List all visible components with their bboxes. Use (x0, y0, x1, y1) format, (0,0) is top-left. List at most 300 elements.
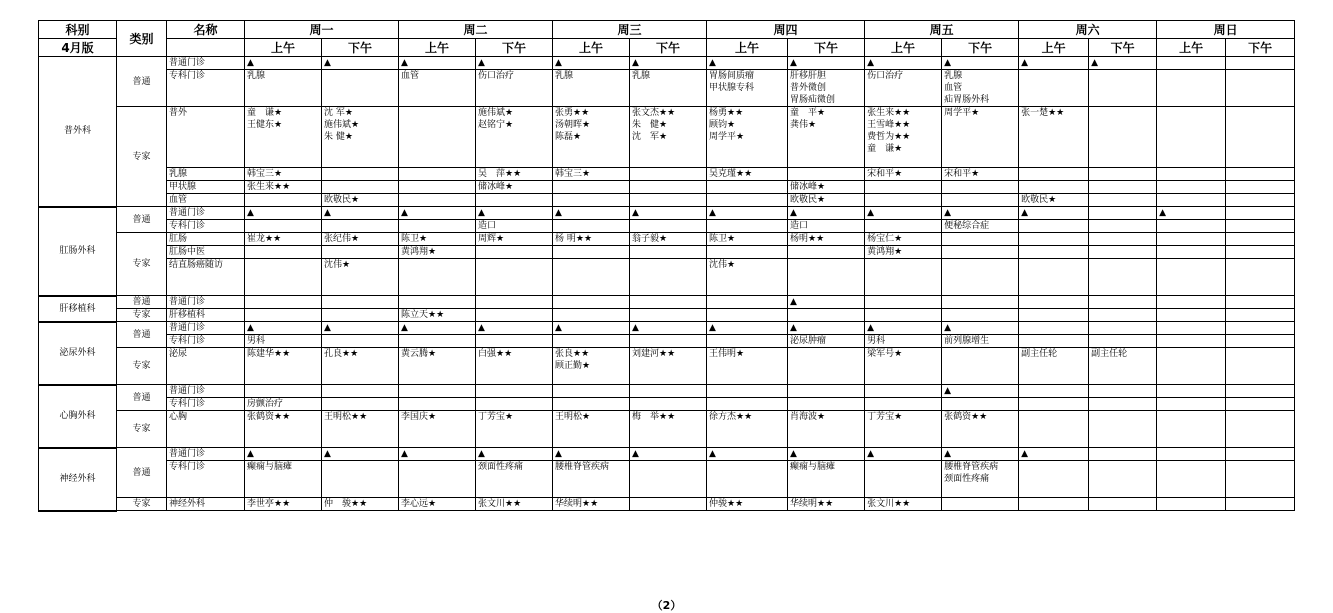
schedule-slot-cell (1226, 259, 1295, 296)
category-cell: 普通 (117, 448, 167, 498)
schedule-slot-cell (476, 194, 553, 207)
schedule-slot-cell: 颈面性疼痛 (476, 461, 553, 498)
schedule-slot-cell: 男科 (245, 335, 322, 348)
schedule-slot-cell: 孔良★★ (322, 348, 399, 385)
clinic-name-cell: 心胸 (167, 411, 245, 448)
schedule-slot-cell: ▲ (553, 448, 630, 461)
schedule-slot-cell: ▲ (865, 448, 942, 461)
schedule-slot-cell: 男科 (865, 335, 942, 348)
schedule-slot-cell: 陈立天★★ (399, 309, 476, 322)
schedule-slot-cell (1019, 309, 1089, 322)
schedule-slot-cell: 储冰峰★ (476, 181, 553, 194)
am-header: 上午 (399, 39, 476, 57)
schedule-slot-cell (630, 246, 707, 259)
schedule-slot-cell: ▲ (942, 322, 1019, 335)
schedule-row (39, 498, 1295, 511)
schedule-slot-cell (1089, 194, 1157, 207)
pm-header: 下午 (476, 39, 553, 57)
day-header: 周四 (707, 21, 865, 39)
edition-label: 4月版 (39, 39, 117, 57)
day-header: 周五 (865, 21, 1019, 39)
schedule-row (39, 207, 1295, 220)
clinic-name-cell: 专科门诊 (167, 335, 245, 348)
clinic-name-cell: 普通门诊 (167, 448, 245, 461)
schedule-slot-cell: 腰椎脊管疾病 (553, 461, 630, 498)
schedule-slot-cell (1226, 207, 1295, 220)
schedule-slot-cell: 杨 明★★ (553, 233, 630, 246)
schedule-slot-cell (942, 296, 1019, 309)
schedule-slot-cell (1157, 220, 1226, 233)
schedule-slot-cell: ▲ (553, 207, 630, 220)
schedule-slot-cell (1089, 220, 1157, 233)
schedule-slot-cell (1226, 448, 1295, 461)
schedule-slot-cell (1157, 385, 1226, 398)
schedule-slot-cell: 杨明★★ (788, 233, 865, 246)
schedule-slot-cell (322, 296, 399, 309)
name-header-blank (167, 39, 245, 57)
schedule-slot-cell: 李世亭★★ (245, 498, 322, 511)
schedule-slot-cell (476, 309, 553, 322)
schedule-row (39, 411, 1295, 448)
schedule-slot-cell: 白强★★ (476, 348, 553, 385)
schedule-slot-cell: ▲ (630, 322, 707, 335)
schedule-slot-cell: 梁军号★ (865, 348, 942, 385)
schedule-slot-cell (707, 461, 788, 498)
clinic-name-cell: 普外 (167, 107, 245, 168)
schedule-slot-cell (476, 398, 553, 411)
schedule-slot-cell (1226, 220, 1295, 233)
schedule-slot-cell (865, 398, 942, 411)
schedule-slot-cell (322, 181, 399, 194)
schedule-slot-cell (553, 398, 630, 411)
schedule-slot-cell (399, 107, 476, 168)
schedule-slot-cell: ▲ (399, 207, 476, 220)
schedule-slot-cell: ▲ (476, 448, 553, 461)
schedule-slot-cell (788, 398, 865, 411)
day-header: 周日 (1157, 21, 1295, 39)
schedule-slot-cell: 伤口治疗 (865, 70, 942, 107)
schedule-slot-cell: 沈伟★ (707, 259, 788, 296)
clinic-name-cell: 专科门诊 (167, 70, 245, 107)
schedule-slot-cell: 造口 (788, 220, 865, 233)
schedule-slot-cell (553, 259, 630, 296)
clinic-name-cell: 普通门诊 (167, 296, 245, 309)
schedule-slot-cell (942, 181, 1019, 194)
schedule-slot-cell: 丁芳宝★ (865, 411, 942, 448)
schedule-slot-cell: ▲ (630, 57, 707, 70)
schedule-slot-cell (1226, 348, 1295, 385)
schedule-slot-cell (399, 194, 476, 207)
schedule-slot-cell: 张文川★★ (865, 498, 942, 511)
clinic-name-cell: 甲状腺 (167, 181, 245, 194)
schedule-slot-cell (1089, 296, 1157, 309)
schedule-slot-cell (1089, 498, 1157, 511)
schedule-slot-cell: 童 平★ 龚伟★ (788, 107, 865, 168)
schedule-slot-cell (322, 220, 399, 233)
clinic-name-cell: 肛肠 (167, 233, 245, 246)
schedule-slot-cell (399, 385, 476, 398)
schedule-slot-cell: 胃肠间质瘤 甲状腺专科 (707, 70, 788, 107)
schedule-slot-cell: ▲ (245, 207, 322, 220)
schedule-slot-cell: 崔龙★★ (245, 233, 322, 246)
schedule-slot-cell (1157, 498, 1226, 511)
schedule-slot-cell (942, 498, 1019, 511)
schedule-slot-cell: ▲ (1019, 207, 1089, 220)
schedule-slot-cell (1226, 385, 1295, 398)
schedule-slot-cell: 张纪伟★ (322, 233, 399, 246)
schedule-slot-cell (1157, 259, 1226, 296)
schedule-slot-cell: 韩宝三★ (245, 168, 322, 181)
schedule-slot-cell: ▲ (707, 322, 788, 335)
schedule-slot-cell: 癫痫与脑瘫 (788, 461, 865, 498)
schedule-slot-cell: ▲ (322, 57, 399, 70)
schedule-slot-cell: 造口 (476, 220, 553, 233)
schedule-slot-cell: ▲ (399, 322, 476, 335)
schedule-slot-cell: ▲ (1019, 57, 1089, 70)
category-cell: 普通 (117, 207, 167, 233)
category-cell: 普通 (117, 385, 167, 411)
schedule-slot-cell (322, 385, 399, 398)
schedule-slot-cell: 房颤治疗 (245, 398, 322, 411)
day-header: 周三 (553, 21, 707, 39)
schedule-slot-cell: 童 谦★ 王健东★ (245, 107, 322, 168)
schedule-slot-cell: 张鹤资★★ (942, 411, 1019, 448)
schedule-slot-cell (1157, 348, 1226, 385)
schedule-slot-cell (476, 259, 553, 296)
clinic-name-cell: 普通门诊 (167, 322, 245, 335)
schedule-slot-cell (865, 461, 942, 498)
schedule-slot-cell: ▲ (1019, 448, 1089, 461)
schedule-slot-cell (476, 385, 553, 398)
schedule-slot-cell (630, 398, 707, 411)
schedule-slot-cell (553, 194, 630, 207)
schedule-slot-cell: ▲ (476, 322, 553, 335)
schedule-slot-cell: ▲ (865, 207, 942, 220)
schedule-slot-cell: 黄鸿翔★ (865, 246, 942, 259)
schedule-row (39, 398, 1295, 411)
schedule-slot-cell (942, 246, 1019, 259)
schedule-slot-cell (1019, 233, 1089, 246)
schedule-row (39, 448, 1295, 461)
schedule-slot-cell (399, 259, 476, 296)
schedule-slot-cell (1019, 220, 1089, 233)
clinic-name-cell: 专科门诊 (167, 461, 245, 498)
schedule-slot-cell (1157, 309, 1226, 322)
schedule-row (39, 181, 1295, 194)
schedule-slot-cell: 前列腺增生 (942, 335, 1019, 348)
schedule-slot-cell: 肝移肝胆 普外微创 胃肠疝微创 (788, 70, 865, 107)
schedule-row (39, 461, 1295, 498)
schedule-slot-cell: 陈建华★★ (245, 348, 322, 385)
schedule-slot-cell (245, 385, 322, 398)
clinic-name-cell: 专科门诊 (167, 398, 245, 411)
am-header: 上午 (707, 39, 788, 57)
schedule-slot-cell (1019, 385, 1089, 398)
clinic-name-cell: 普通门诊 (167, 57, 245, 70)
am-header: 上午 (1019, 39, 1089, 57)
schedule-slot-cell (707, 335, 788, 348)
am-header: 上午 (245, 39, 322, 57)
clinic-name-cell: 乳腺 (167, 168, 245, 181)
day-header: 周六 (1019, 21, 1157, 39)
header-row-halfdays (39, 39, 1295, 57)
category-cell: 普通 (117, 322, 167, 348)
schedule-slot-cell (865, 309, 942, 322)
schedule-slot-cell: 泌尿肿瘤 (788, 335, 865, 348)
schedule-slot-cell: 黄鸿翔★ (399, 246, 476, 259)
schedule-slot-cell: 施伟斌★ 赵铭宁★ (476, 107, 553, 168)
schedule-slot-cell: ▲ (553, 57, 630, 70)
schedule-slot-cell (1226, 194, 1295, 207)
schedule-slot-cell (942, 194, 1019, 207)
schedule-row (39, 296, 1295, 309)
schedule-slot-cell: 刘建河★★ (630, 348, 707, 385)
schedule-slot-cell (1019, 335, 1089, 348)
day-header: 周二 (399, 21, 553, 39)
schedule-slot-cell (707, 181, 788, 194)
schedule-slot-cell: ▲ (399, 448, 476, 461)
schedule-slot-cell (553, 220, 630, 233)
schedule-slot-cell (322, 168, 399, 181)
schedule-row (39, 335, 1295, 348)
category-cell: 普通 (117, 57, 167, 107)
schedule-slot-cell (1226, 296, 1295, 309)
schedule-slot-cell: 张勇★★ 汤朝晖★ 陈磊★ (553, 107, 630, 168)
schedule-slot-cell: 副主任轮 (1089, 348, 1157, 385)
schedule-slot-cell: 周辉★ (476, 233, 553, 246)
schedule-slot-cell (707, 385, 788, 398)
schedule-slot-cell (1226, 335, 1295, 348)
schedule-slot-cell: 肖海波★ (788, 411, 865, 448)
schedule-row (39, 70, 1295, 107)
schedule-slot-cell (788, 309, 865, 322)
schedule-slot-cell: ▲ (630, 448, 707, 461)
schedule-slot-cell: 欧敬民★ (1019, 194, 1089, 207)
pm-header: 下午 (1089, 39, 1157, 57)
pm-header: 下午 (788, 39, 865, 57)
schedule-slot-cell (399, 335, 476, 348)
am-header: 上午 (865, 39, 942, 57)
schedule-slot-cell (788, 246, 865, 259)
schedule-slot-cell: 欧敬民★ (788, 194, 865, 207)
schedule-slot-cell (1089, 181, 1157, 194)
schedule-slot-cell (245, 246, 322, 259)
department-cell: 泌尿外科 (39, 322, 117, 385)
day-header: 周一 (245, 21, 399, 39)
schedule-slot-cell (399, 220, 476, 233)
schedule-slot-cell (865, 194, 942, 207)
schedule-slot-cell: 沈 军★ 施伟斌★ 朱 健★ (322, 107, 399, 168)
category-cell: 专家 (117, 411, 167, 448)
schedule-slot-cell: 华续明★★ (553, 498, 630, 511)
schedule-slot-cell: 沈伟★ (322, 259, 399, 296)
schedule-slot-cell (1157, 107, 1226, 168)
schedule-slot-cell (1089, 233, 1157, 246)
department-cell: 普外科 (39, 57, 117, 207)
schedule-slot-cell: 血管 (399, 70, 476, 107)
schedule-slot-cell (1157, 461, 1226, 498)
schedule-slot-cell (553, 385, 630, 398)
schedule-slot-cell (1226, 309, 1295, 322)
schedule-slot-cell (553, 309, 630, 322)
schedule-slot-cell (322, 246, 399, 259)
schedule-slot-cell: 翁子毅★ (630, 233, 707, 246)
schedule-slot-cell: ▲ (942, 448, 1019, 461)
category-cell: 专家 (117, 107, 167, 207)
schedule-slot-cell (1089, 107, 1157, 168)
schedule-slot-cell: 乳腺 (245, 70, 322, 107)
schedule-slot-cell (630, 194, 707, 207)
schedule-slot-cell (1089, 322, 1157, 335)
schedule-slot-cell (1089, 309, 1157, 322)
schedule-slot-cell (553, 246, 630, 259)
name-header: 名称 (167, 21, 245, 39)
schedule-slot-cell (707, 398, 788, 411)
schedule-slot-cell (942, 348, 1019, 385)
schedule-slot-cell (399, 168, 476, 181)
schedule-slot-cell: 梅 举★★ (630, 411, 707, 448)
schedule-slot-cell: ▲ (322, 448, 399, 461)
schedule-row (39, 246, 1295, 259)
schedule-slot-cell (630, 259, 707, 296)
schedule-slot-cell (322, 461, 399, 498)
schedule-slot-cell (942, 259, 1019, 296)
schedule-row (39, 233, 1295, 246)
schedule-slot-cell (1157, 181, 1226, 194)
schedule-slot-cell: 伤口治疗 (476, 70, 553, 107)
schedule-slot-cell: 腰椎脊管疾病 颈面性疼痛 (942, 461, 1019, 498)
schedule-row (39, 322, 1295, 335)
schedule-slot-cell: ▲ (1157, 207, 1226, 220)
department-cell: 心胸外科 (39, 385, 117, 448)
pm-header: 下午 (1226, 39, 1295, 57)
schedule-slot-cell: 张鹤资★★ (245, 411, 322, 448)
category-header: 类别 (117, 21, 167, 57)
clinic-name-cell: 普通门诊 (167, 207, 245, 220)
pm-header: 下午 (322, 39, 399, 57)
clinic-name-cell: 肛肠中医 (167, 246, 245, 259)
schedule-slot-cell: 黄云腾★ (399, 348, 476, 385)
schedule-slot-cell (1226, 246, 1295, 259)
schedule-slot-cell: 宋和平★ (865, 168, 942, 181)
schedule-slot-cell (245, 220, 322, 233)
schedule-slot-cell: 李心远★ (399, 498, 476, 511)
schedule-slot-cell: 张一楚★★ (1019, 107, 1089, 168)
schedule-slot-cell (245, 309, 322, 322)
schedule-slot-cell (1019, 322, 1089, 335)
schedule-slot-cell (245, 194, 322, 207)
schedule-slot-cell (1157, 398, 1226, 411)
schedule-slot-cell (1226, 181, 1295, 194)
schedule-slot-cell (1157, 168, 1226, 181)
schedule-slot-cell (1157, 448, 1226, 461)
schedule-slot-cell: ▲ (707, 448, 788, 461)
clinic-name-cell: 肝移植科 (167, 309, 245, 322)
schedule-slot-cell (322, 309, 399, 322)
schedule-slot-cell: 张生来★★ 王雪峰★★ 费哲为★★ 童 谦★ (865, 107, 942, 168)
schedule-slot-cell (942, 309, 1019, 322)
schedule-slot-cell (1226, 461, 1295, 498)
schedule-slot-cell (788, 259, 865, 296)
schedule-slot-cell: ▲ (630, 207, 707, 220)
category-cell: 普通 (117, 296, 167, 309)
schedule-slot-cell (322, 70, 399, 107)
schedule-slot-cell (865, 259, 942, 296)
schedule-slot-cell (865, 296, 942, 309)
schedule-slot-cell: ▲ (322, 322, 399, 335)
schedule-slot-cell (788, 348, 865, 385)
schedule-slot-cell: 张良★★ 顾正勤★ (553, 348, 630, 385)
schedule-slot-cell (1089, 461, 1157, 498)
schedule-slot-cell (1089, 398, 1157, 411)
schedule-slot-cell (707, 309, 788, 322)
schedule-slot-cell (1019, 259, 1089, 296)
schedule-slot-cell: 吴 萍★★ (476, 168, 553, 181)
schedule-row (39, 259, 1295, 296)
schedule-slot-cell (630, 309, 707, 322)
schedule-row (39, 194, 1295, 207)
pm-header: 下午 (630, 39, 707, 57)
schedule-slot-cell (1226, 498, 1295, 511)
schedule-slot-cell: ▲ (865, 57, 942, 70)
schedule-slot-cell (399, 461, 476, 498)
schedule-slot-cell (1089, 70, 1157, 107)
schedule-slot-cell: 丁芳宝★ (476, 411, 553, 448)
schedule-slot-cell: ▲ (942, 385, 1019, 398)
dept-header: 科别 (39, 21, 117, 39)
schedule-slot-cell (399, 398, 476, 411)
schedule-slot-cell: ▲ (788, 448, 865, 461)
schedule-slot-cell (476, 296, 553, 309)
schedule-slot-cell (1226, 322, 1295, 335)
schedule-slot-cell (630, 385, 707, 398)
schedule-slot-cell (1157, 322, 1226, 335)
schedule-slot-cell: 宋和平★ (942, 168, 1019, 181)
schedule-slot-cell (1089, 207, 1157, 220)
schedule-slot-cell (1226, 168, 1295, 181)
clinic-name-cell: 普通门诊 (167, 385, 245, 398)
schedule-slot-cell: ▲ (942, 57, 1019, 70)
schedule-slot-cell: 乳腺 (553, 70, 630, 107)
schedule-slot-cell (707, 296, 788, 309)
schedule-slot-cell (630, 181, 707, 194)
schedule-slot-cell: 张文川★★ (476, 498, 553, 511)
schedule-slot-cell: ▲ (788, 322, 865, 335)
schedule-row (39, 168, 1295, 181)
schedule-slot-cell: ▲ (788, 296, 865, 309)
schedule-slot-cell: 乳腺 (630, 70, 707, 107)
schedule-slot-cell (630, 335, 707, 348)
schedule-slot-cell: 便秘综合症 (942, 220, 1019, 233)
schedule-slot-cell: 王伟明★ (707, 348, 788, 385)
schedule-slot-cell: 吴克瑾★★ (707, 168, 788, 181)
schedule-slot-cell (1157, 335, 1226, 348)
schedule-slot-cell (1019, 398, 1089, 411)
clinic-name-cell: 血管 (167, 194, 245, 207)
schedule-slot-cell (322, 335, 399, 348)
schedule-slot-cell (1157, 233, 1226, 246)
schedule-slot-cell: ▲ (245, 448, 322, 461)
clinic-name-cell: 结直肠癌随访 (167, 259, 245, 296)
schedule-slot-cell (865, 181, 942, 194)
schedule-slot-cell: 韩宝三★ (553, 168, 630, 181)
schedule-slot-cell: 周学平★ (942, 107, 1019, 168)
schedule-slot-cell (476, 246, 553, 259)
schedule-slot-cell (1019, 411, 1089, 448)
schedule-slot-cell (1157, 194, 1226, 207)
schedule-slot-cell (399, 181, 476, 194)
schedule-slot-cell: ▲ (942, 207, 1019, 220)
